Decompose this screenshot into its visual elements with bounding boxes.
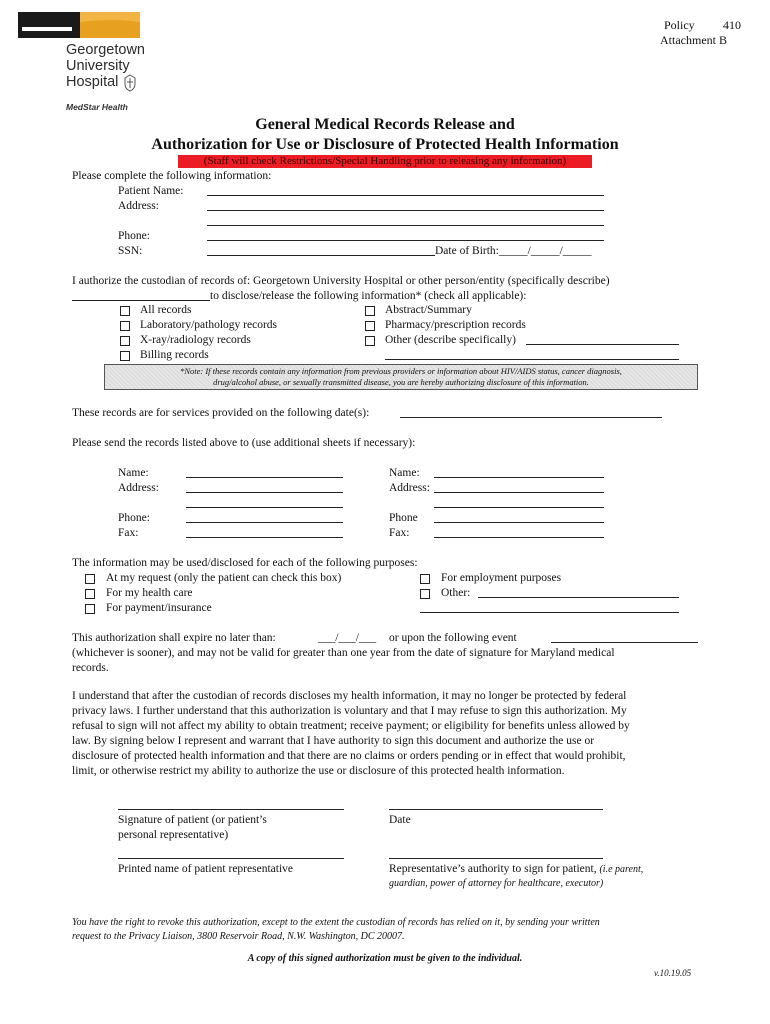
recipient1-name-label: Name: [118,467,149,479]
option-xray-records: X-ray/radiology records [140,334,251,346]
checkbox-lab-records[interactable] [120,321,130,331]
form-title-line-2: Authorization for Use or Disclosure of Protected Health Information [151,136,619,153]
logo-line-2: University [66,58,130,74]
expire-text-a: This authorization shall expire no later than: [72,632,276,644]
note-line-2: drug/alcohol abuse, or sexually transmitted disease, you are hereby authorizing disclosure of this information. [213,377,589,387]
form-version: v.10.19.05 [654,968,692,978]
rep-authority-example-1: (i.e parent, [599,864,644,875]
printed-name-field[interactable] [118,858,344,859]
send-records-label: Please send the records listed above to (use additional sheets if necessary): [72,437,416,449]
understand-line-4: law. By signing below I represent and warrant that I have authority to sign this document and authorize the use or [72,735,595,747]
logo-subtitle: MedStar Health [66,102,128,112]
expire-line-3: records. [72,662,109,674]
checkbox-xray-records[interactable] [120,336,130,346]
logo-line-1: Georgetown [66,42,145,58]
recipient1-fax-field[interactable] [186,537,343,538]
patient-ssn-field[interactable] [207,255,435,256]
option-pharmacy-records: Pharmacy/prescription records [385,319,526,331]
recipient2-fax-field[interactable] [434,537,604,538]
signature-date-label: Date [389,814,411,826]
patient-address-field-1[interactable] [207,210,604,211]
recipient1-phone-label: Phone: [118,512,150,524]
recipient2-name-label: Name: [389,467,420,479]
understand-line-3: refusal to sign will not affect my ability to obtain treatment; receive payment; or eligibility for benefits unless allowed by [72,720,630,732]
custodian-describe-field[interactable] [72,300,210,301]
recipient2-fax-label: Fax: [389,527,410,539]
expire-date-field[interactable]: ___/___/___ [318,632,377,644]
recipient2-phone-label: Phone [389,512,418,524]
purpose-employment: For employment purposes [441,572,562,584]
option-lab-records: Laboratory/pathology records [140,319,277,331]
rep-authority-example-2: guardian, power of attorney for healthcare, executor) [389,878,604,889]
expire-line-2: (whichever is sooner), and may not be valid for greater than one year from the date of signature for Maryland medical [72,647,615,659]
service-dates-field[interactable] [400,417,662,418]
patient-signature-field[interactable] [118,809,344,810]
other-records-field-1[interactable] [526,344,679,345]
checkbox-at-my-request[interactable] [85,574,95,584]
patient-dob-field[interactable]: Date of Birth:_____/_____/_____ [435,245,592,257]
patient-intro: Please complete the following information: [72,170,272,182]
patient-address-field-2[interactable] [207,225,604,226]
option-billing-records: Billing records [140,349,209,361]
note-line-1: *Note: If these records contain any information from previous providers or information about HIV/AIDS status, cancer diagnosis, [180,366,622,376]
staff-note-banner: (Staff will check Restrictions/Special Handling prior to releasing any information) [178,155,592,168]
option-abstract-summary: Abstract/Summary [385,304,472,316]
patient-name-field[interactable] [207,195,604,196]
logo-line-3: Hospital [66,74,119,90]
other-purpose-field-2[interactable] [420,612,679,613]
option-all-records: All records [140,304,192,316]
checkbox-employment[interactable] [420,574,430,584]
checkbox-payment-insurance[interactable] [85,604,95,614]
checkbox-other-records[interactable] [365,336,375,346]
patient-signature-label-1: Signature of patient (or patient’s [118,814,267,826]
revoke-line-2: request to the Privacy Liaison, 3800 Reservoir Road, N.W. Washington, DC 20007. [72,931,405,942]
understand-line-5: disclosure of protected health information and that there are no claims or orders pending or in effect that would prohibit, [72,750,626,762]
recipient2-address-label: Address: [389,482,430,494]
attachment-label: Attachment B [660,33,727,47]
recipient1-address-field-2[interactable] [186,507,343,508]
recipient1-address-field-1[interactable] [186,492,343,493]
printed-name-label: Printed name of patient representative [118,863,293,875]
recipient1-fax-label: Fax: [118,527,139,539]
copy-notice: A copy of this signed authorization must be given to the individual. [247,953,523,964]
patient-phone-label: Phone: [118,230,150,242]
signature-date-field[interactable] [389,809,603,810]
sensitive-info-note [104,364,698,390]
service-dates-label: These records are for services provided on the following date(s): [72,407,370,419]
patient-signature-label-2: personal representative) [118,829,229,841]
recipient2-phone-field[interactable] [434,522,604,523]
purposes-intro: The information may be used/disclosed for each of the following purposes: [72,557,418,569]
policy-number: 410 [723,18,741,32]
checkbox-other-purpose[interactable] [420,589,430,599]
rep-authority-label [389,862,643,876]
recipient1-phone-field[interactable] [186,522,343,523]
other-records-field-2[interactable] [385,359,679,360]
policy-label: Policy [664,18,695,32]
hospital-seal-icon [123,74,137,95]
patient-address-label: Address: [118,200,159,212]
purpose-health-care: For my health care [106,587,193,599]
checkbox-health-care[interactable] [85,589,95,599]
recipient1-address-label: Address: [118,482,159,494]
understand-line-1: I understand that after the custodian of records discloses my health information, it may no longer be protected by federal [72,690,627,702]
checkbox-pharmacy-records[interactable] [365,321,375,331]
patient-ssn-label: SSN: [118,245,143,257]
checkbox-all-records[interactable] [120,306,130,316]
checkbox-abstract-summary[interactable] [365,306,375,316]
rep-authority-field[interactable] [389,858,603,859]
recipient2-name-field[interactable] [434,477,604,478]
recipient2-address-field-1[interactable] [434,492,604,493]
form-title-line-1: General Medical Records Release and [255,116,515,133]
purpose-at-my-request: At my request (only the patient can check this box) [106,572,342,584]
rep-authority-text: Representative’s authority to sign for patient, [389,863,597,875]
patient-name-label: Patient Name: [118,185,184,197]
purpose-other: Other: [441,587,471,599]
checkbox-billing-records[interactable] [120,351,130,361]
authorize-line-1: I authorize the custodian of records of: Georgetown University Hospital or other person/entity (specifically describe) [72,275,610,287]
expire-text-c: or upon the following event [389,632,517,644]
option-other-records: Other (describe specifically) [385,334,516,346]
other-purpose-field-1[interactable] [478,597,679,598]
revoke-line-1: You have the right to revoke this authorization, except to the extent the custodian of records has relied on it, by sending your written [72,917,600,928]
understand-line-6: limit, or otherwise restrict my ability to authorize the use or disclosure of this protected health information. [72,765,565,777]
patient-phone-field[interactable] [207,240,604,241]
expire-event-field[interactable] [551,642,698,643]
recipient2-address-field-2[interactable] [434,507,604,508]
purpose-payment-insurance: For payment/insurance [106,602,212,614]
logo-graphic [18,12,140,38]
authorize-line-2: to disclose/release the following information* (check all applicable): [210,290,527,302]
understand-line-2: privacy laws. I further understand that this authorization is voluntary and that I may refuse to sign this authorization. My [72,705,627,717]
recipient1-name-field[interactable] [186,477,343,478]
